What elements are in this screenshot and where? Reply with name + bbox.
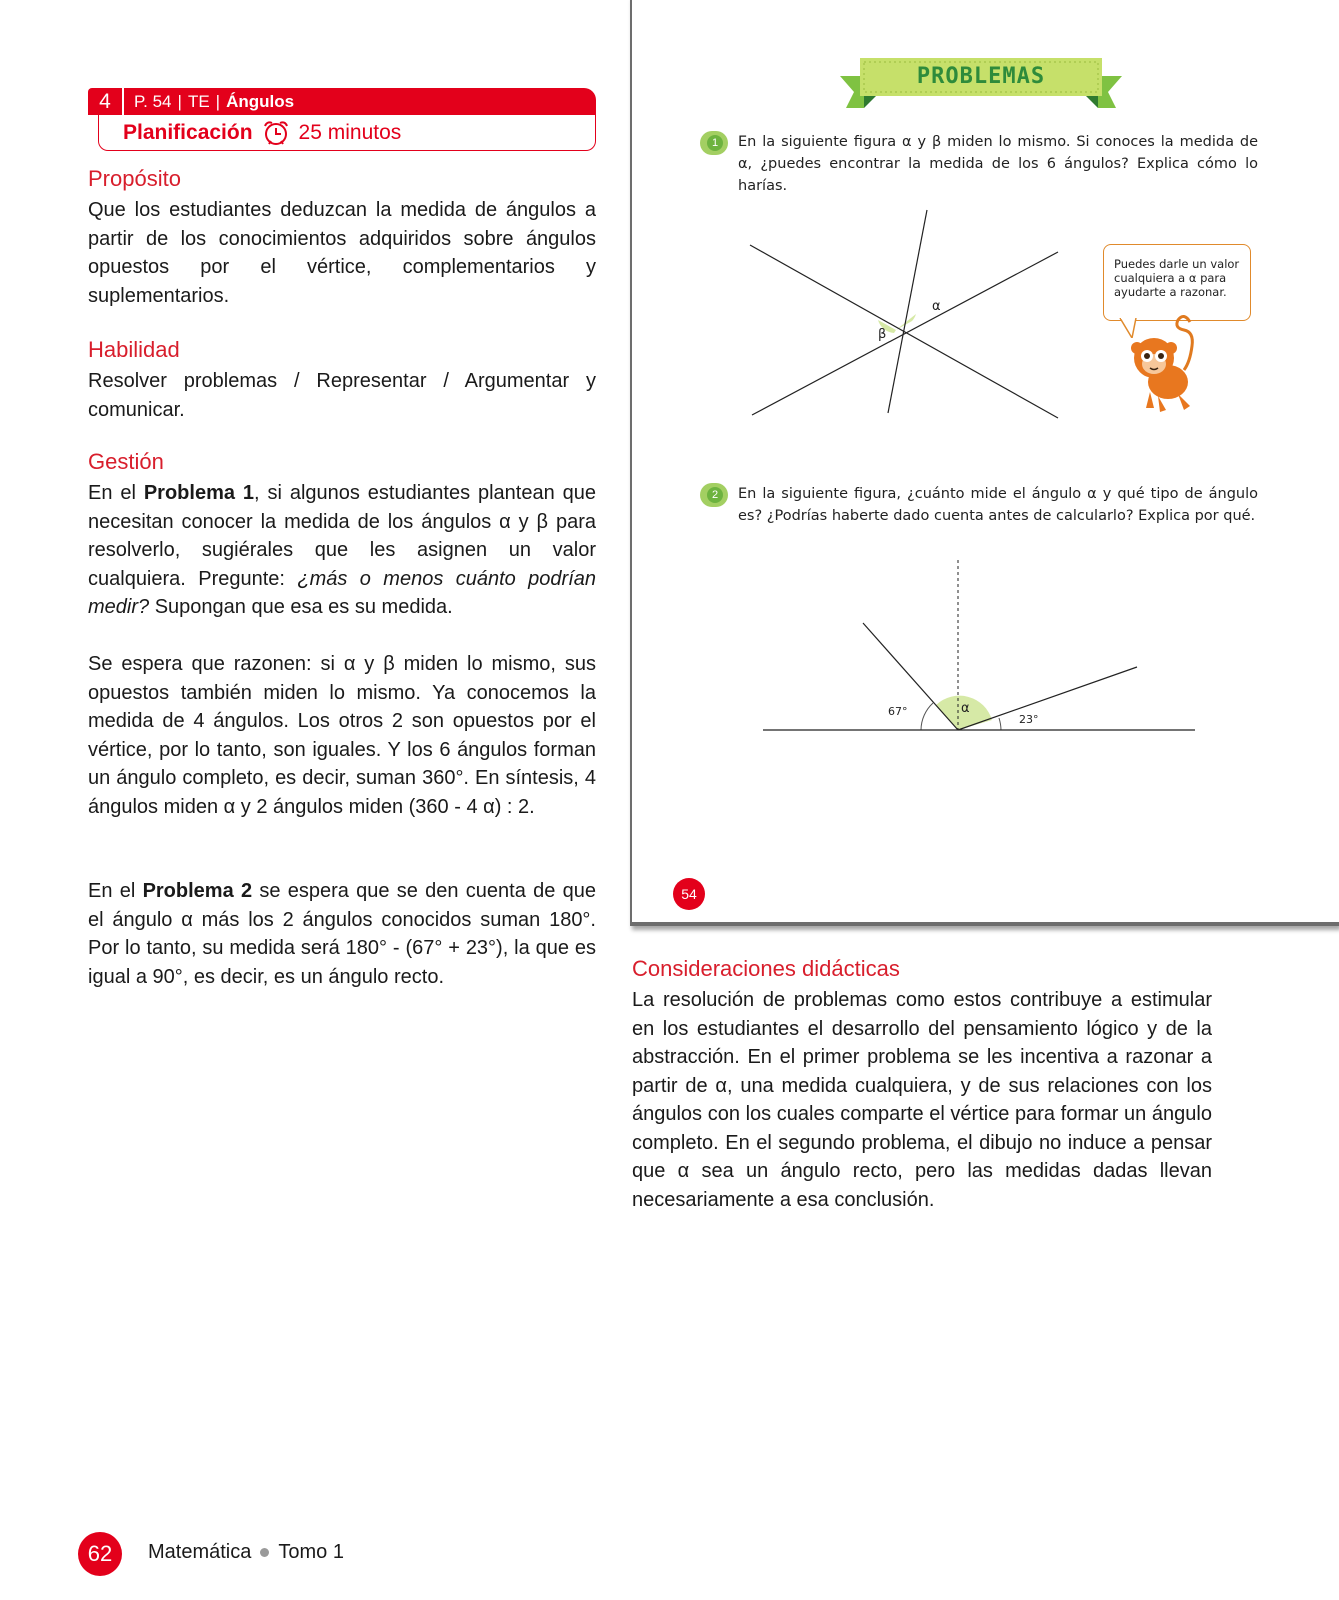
- text-run: se espera que se den cuenta de que el ángulo α más los 2 ángulos conocidos suman 180°. Por lo tanto, su medida será 180° - (67° + 23°), la que es igual a 90°, es decir, es un ángulo recto.: [88, 880, 596, 988]
- gestion-title: Gestión: [88, 449, 164, 474]
- ray-right: [958, 667, 1137, 730]
- problem-ref: Problema 1: [143, 482, 255, 504]
- te-label: TE: [187, 91, 210, 111]
- gestion-paragraph-2: Se espera que razonen: si α y β miden lo mismo, sus opuestos también miden lo mismo. Ya conocemos la medida de 4 ángulos. Los otros 2 son opuestos por el vértice, por lo tanto, son iguales. Y los 6 ángulos forman un ángulo completo, es decir, suman 360°. En síntesis, 4 ángulos miden α y 2 ángulos miden (360 - 4 α) : 2.: [88, 653, 596, 818]
- line-2: [752, 252, 1058, 415]
- planning-label: Planificación: [123, 120, 253, 144]
- duration: 25 minutos: [298, 120, 402, 144]
- problem-2-badge: [700, 483, 728, 507]
- problem-1-number: 1: [707, 135, 723, 151]
- angle-67-label: 67°: [888, 705, 908, 718]
- separator: |: [215, 91, 221, 111]
- consideraciones-title: Consideraciones didácticas: [632, 956, 900, 981]
- angle-23-label: 23°: [1019, 713, 1039, 726]
- habilidad-text: Resolver problemas / Representar / Argumentar y comunicar.: [88, 370, 596, 421]
- problem-2-number: 2: [707, 487, 723, 503]
- planning-box: [98, 115, 596, 151]
- page-reference: P. 54: [134, 91, 172, 111]
- proposito-text: Que los estudiantes deduzcan la medida de ángulos a partir de los conocimientos adquiridos sobre ángulos opuestos por el vértice, complementarios y suplementarios.: [88, 199, 596, 307]
- text-run: , si algunos estudiantes plantean que necesitan conocer la medida de los ángulos α y β para resolverlo, sugiérales que les asignen un valor cualquiera. Pregunte:: [88, 482, 596, 590]
- monkey-mascot-icon: [1128, 312, 1218, 416]
- hint-speech-bubble: Puedes darle un valor cualquiera a α para ayudarte a razonar.: [1103, 244, 1251, 321]
- gestion-paragraph-1: [88, 479, 596, 622]
- habilidad-title: Habilidad: [88, 337, 180, 362]
- beta-label: β: [878, 327, 887, 342]
- lesson-header-bar: [88, 88, 596, 115]
- problem-1-badge: [700, 131, 728, 155]
- problem-2-text: En la siguiente figura, ¿cuánto mide el ángulo α y qué tipo de ángulo es? ¿Podrías haberte dado cuenta antes de calcularlo? Explica por qué.: [738, 486, 1258, 524]
- footer-page-number: 62: [78, 1532, 122, 1576]
- problems-title: PROBLEMAS: [916, 63, 1046, 89]
- alpha-label: α: [932, 299, 941, 314]
- question-italic: ¿más o menos cuánto podrían medir?: [88, 567, 596, 618]
- lesson-meta: [124, 92, 294, 112]
- footer-volume: Tomo 1: [278, 1541, 344, 1563]
- angle-23-arc: [999, 718, 1001, 730]
- text-run: En el: [88, 880, 143, 902]
- footer-label: [148, 1541, 344, 1564]
- gestion-paragraph-3: [88, 877, 596, 991]
- separator: |: [177, 91, 182, 111]
- text-run: Supongan que esa es su medida.: [149, 596, 453, 618]
- panel-page-number: 54: [673, 878, 705, 910]
- figure-1-intersecting-lines: [740, 200, 1080, 430]
- text-run: En el: [88, 482, 144, 504]
- problem-1-text: En la siguiente figura α y β miden lo mismo. Si conoces la medida de α, ¿puedes encontrar la medida de los 6 ángulos? Explica cómo lo harías.: [738, 134, 1258, 194]
- consideraciones-text: La resolución de problemas como estos contribuye a estimular en los estudiantes el desarrollo del pensamiento lógico y de la abstracción. En el primer problema se les incentiva a razonar a partir de α, una medida cualquiera, y de sus relaciones con los ángulos con los cuales comparte el vértice para formar un ángulo completo. En el segundo problema, el dibujo no induce a pensar que α sea un ángulo recto, pero las medidas dadas llevan necesariamente a esa conclusión.: [632, 989, 1212, 1211]
- proposito-title: Propósito: [88, 166, 181, 191]
- footer-dot: [260, 1548, 269, 1557]
- figure-2-angles-on-line: [755, 560, 1215, 740]
- alarm-clock-icon: [261, 120, 291, 146]
- lesson-number: 4: [88, 88, 124, 115]
- lesson-topic: Ángulos: [226, 91, 295, 111]
- ray-left: [863, 623, 958, 730]
- problem-ref: Problema 2: [142, 880, 253, 902]
- angle-67-arc: [921, 703, 933, 730]
- footer-subject: Matemática: [148, 1541, 252, 1563]
- line-3: [888, 210, 927, 413]
- alpha-label: α: [961, 701, 970, 716]
